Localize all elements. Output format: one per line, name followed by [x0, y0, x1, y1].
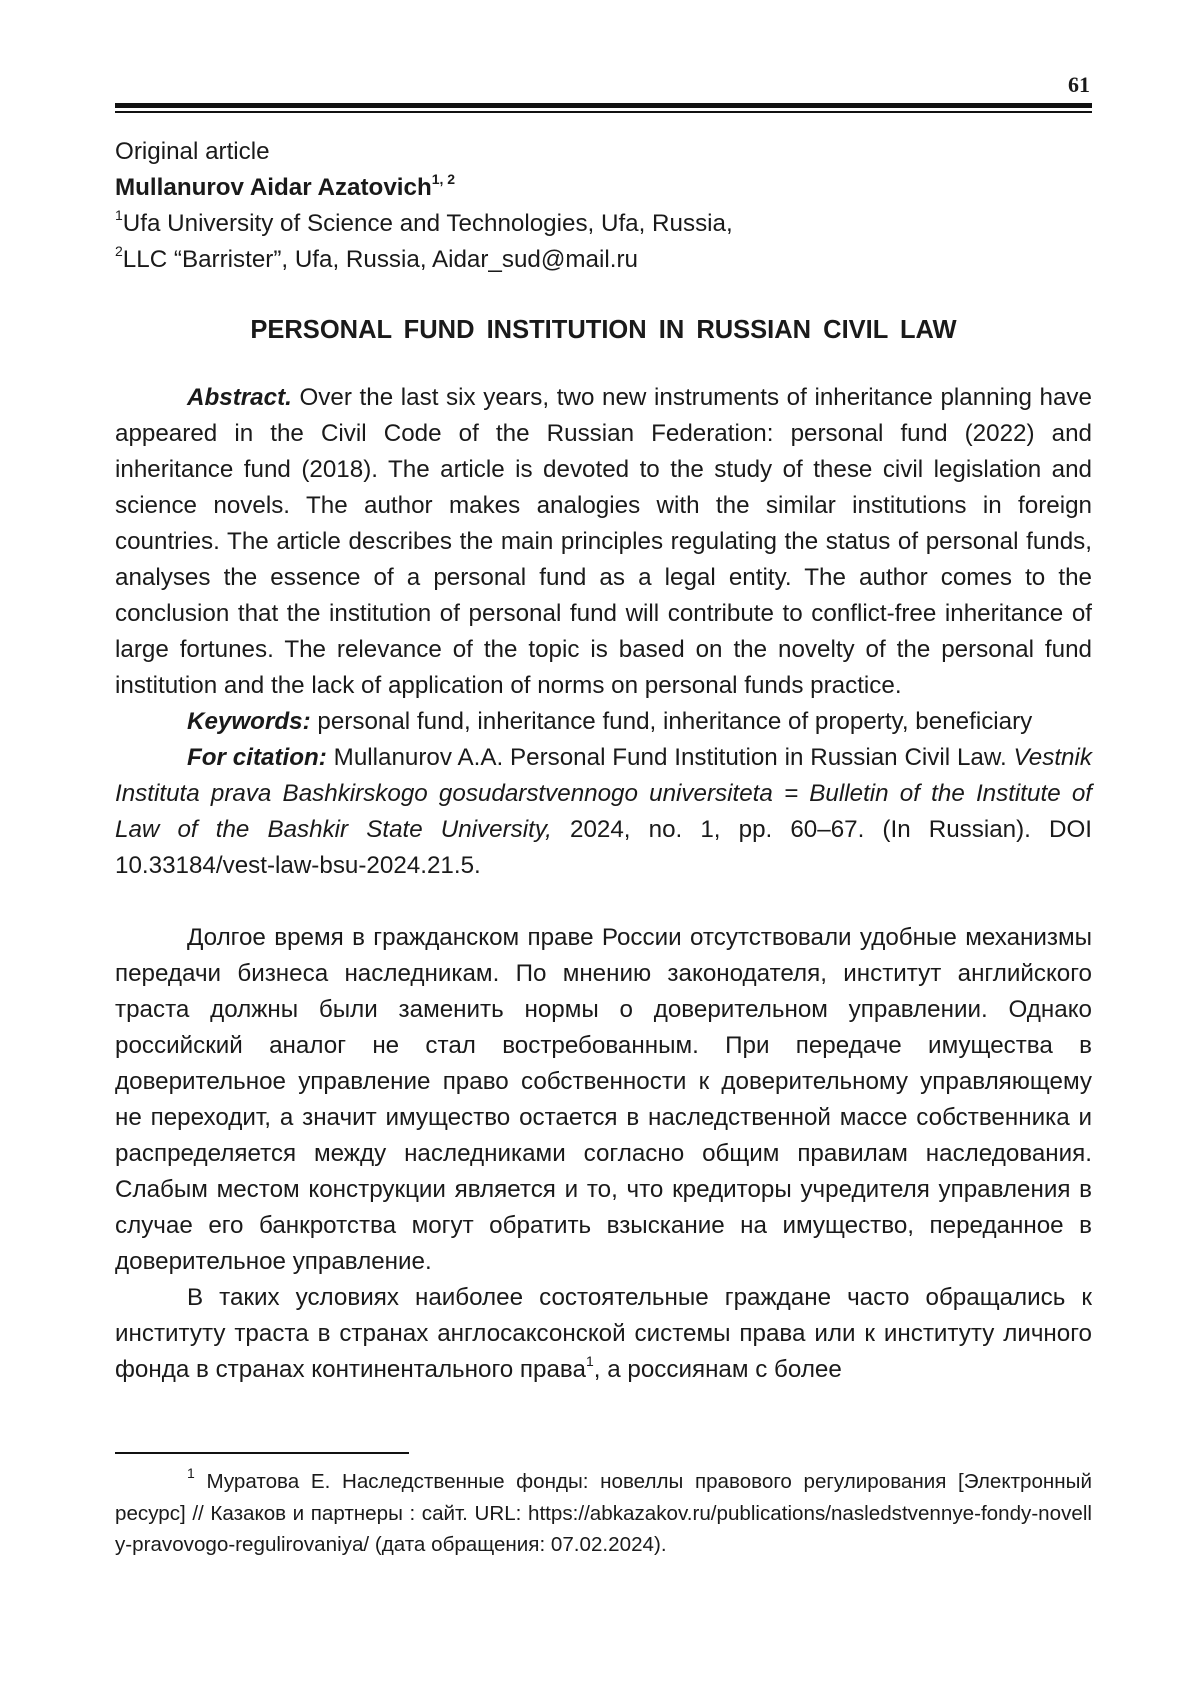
body-paragraph-2-text: В таких условиях наиболее состоятельные граждане часто обращались к институту траста в странах англосаксонской системы права или к институту личного фонда в странах континентального права — [115, 1284, 1092, 1383]
footnote-reference[interactable]: 1 — [585, 1352, 594, 1369]
keywords — [115, 704, 1092, 740]
affiliation-1-text: Ufa University of Science and Technologies, Ufa, Russia, — [122, 210, 733, 237]
footnote-text: Муратова Е. Наследственные фонды: новеллы правового регулирования [Электронный ресурс] // Казаков и партнеры : сайт. URL: — [115, 1470, 1092, 1525]
affiliation-2-text: LLC “Barrister”, Ufa, Russia, Aidar_sud@mail.ru — [122, 246, 638, 273]
citation-journal: Vestnik Instituta prava Bashkirskogo gosudarstvennogo universiteta = Bulletin of the Institute of Law of the Bashkir State University, — [115, 744, 1092, 843]
page-number: 61 — [1068, 72, 1090, 97]
author-affiliation-marks: 1, 2 — [431, 170, 456, 187]
article-title: PERSONAL FUND INSTITUTION IN RUSSIAN CIVIL LAW — [250, 316, 957, 344]
author-line — [115, 170, 1092, 206]
abstract-text: Over the last six years, two new instruments of inheritance planning have appeared in the Civil Code of the Russian Federation: personal fund (2022) and inheritance fund (2018). The article is devoted to the study of these civil legislation and science novels. The author makes analogies with the similar institutions in foreign countries. The article describes the main principles regulating the status of personal funds, analyses the essence of a personal fund as a legal entity. The author comes to the conclusion that the institution of personal fund will contribute to conflict-free inheritance of large fortunes. The relevance of the topic is based on the novelty of the personal fund institution and the lack of application of norms on personal funds practice. — [115, 384, 1092, 699]
article-type: Original article — [115, 138, 270, 165]
footnote-marker: 1 — [187, 1465, 195, 1482]
body-paragraph-1: Долгое время в гражданском праве России отсутствовали удобные механизмы передачи бизнеса наследникам. По мнению законодателя, институт английского траста должны были заменить нормы о доверительном управлении. Однако российский аналог не стал востребованным. При передаче имущества в доверительное управление право собственности к доверительному управляющему не переходит, а значит имущество остается в наследственной массе собственника и распределяется между наследниками согласно общим правилам наследования. Слабым местом конструкции является и то, что кредиторы учредителя управления в случае его банкротства могут обратить взыскание на имущество, переданное в доверительное управление. — [115, 924, 1092, 1275]
abstract-label: Abstract. — [187, 384, 292, 411]
footnote-url-link[interactable]: https://abkazakov.ru/publications/nasledstvennye-fondy-novelly-pravovogo-regulirovaniya/ — [115, 1501, 1092, 1556]
header-rule-thick — [115, 103, 1092, 108]
article-content — [115, 134, 1092, 1388]
keywords-label: Keywords: — [187, 708, 311, 735]
affiliation-2-mark: 2 — [115, 242, 123, 259]
header-rule-thin — [115, 111, 1092, 113]
citation-text: Mullanurov A.A. Personal Fund Institution in Russian Civil Law. — [333, 744, 1007, 771]
citation-details: 2024, no. 1, pp. 60–67. (In Russian). DOI 10.33184/vest-law-bsu-2024.21.5. — [115, 816, 1092, 879]
affiliation-2 — [115, 242, 1092, 278]
body-paragraph-2 — [115, 1280, 1092, 1388]
author-name: Mullanurov Aidar Azatovich — [115, 174, 432, 201]
citation-label: For citation: — [187, 744, 327, 771]
citation — [115, 740, 1092, 884]
abstract — [115, 380, 1092, 704]
keywords-text: personal fund, inheritance fund, inheritance of property, beneficiary — [317, 708, 1033, 735]
affiliation-1-mark: 1 — [115, 206, 123, 223]
footnote — [115, 1466, 1092, 1561]
body-paragraph-2-tail: , а россиянам с более — [593, 1356, 842, 1383]
footnote-access-date: (дата обращения: 07.02.2024). — [374, 1533, 667, 1556]
affiliation-1 — [115, 206, 1092, 242]
footnote-separator — [115, 1452, 409, 1454]
